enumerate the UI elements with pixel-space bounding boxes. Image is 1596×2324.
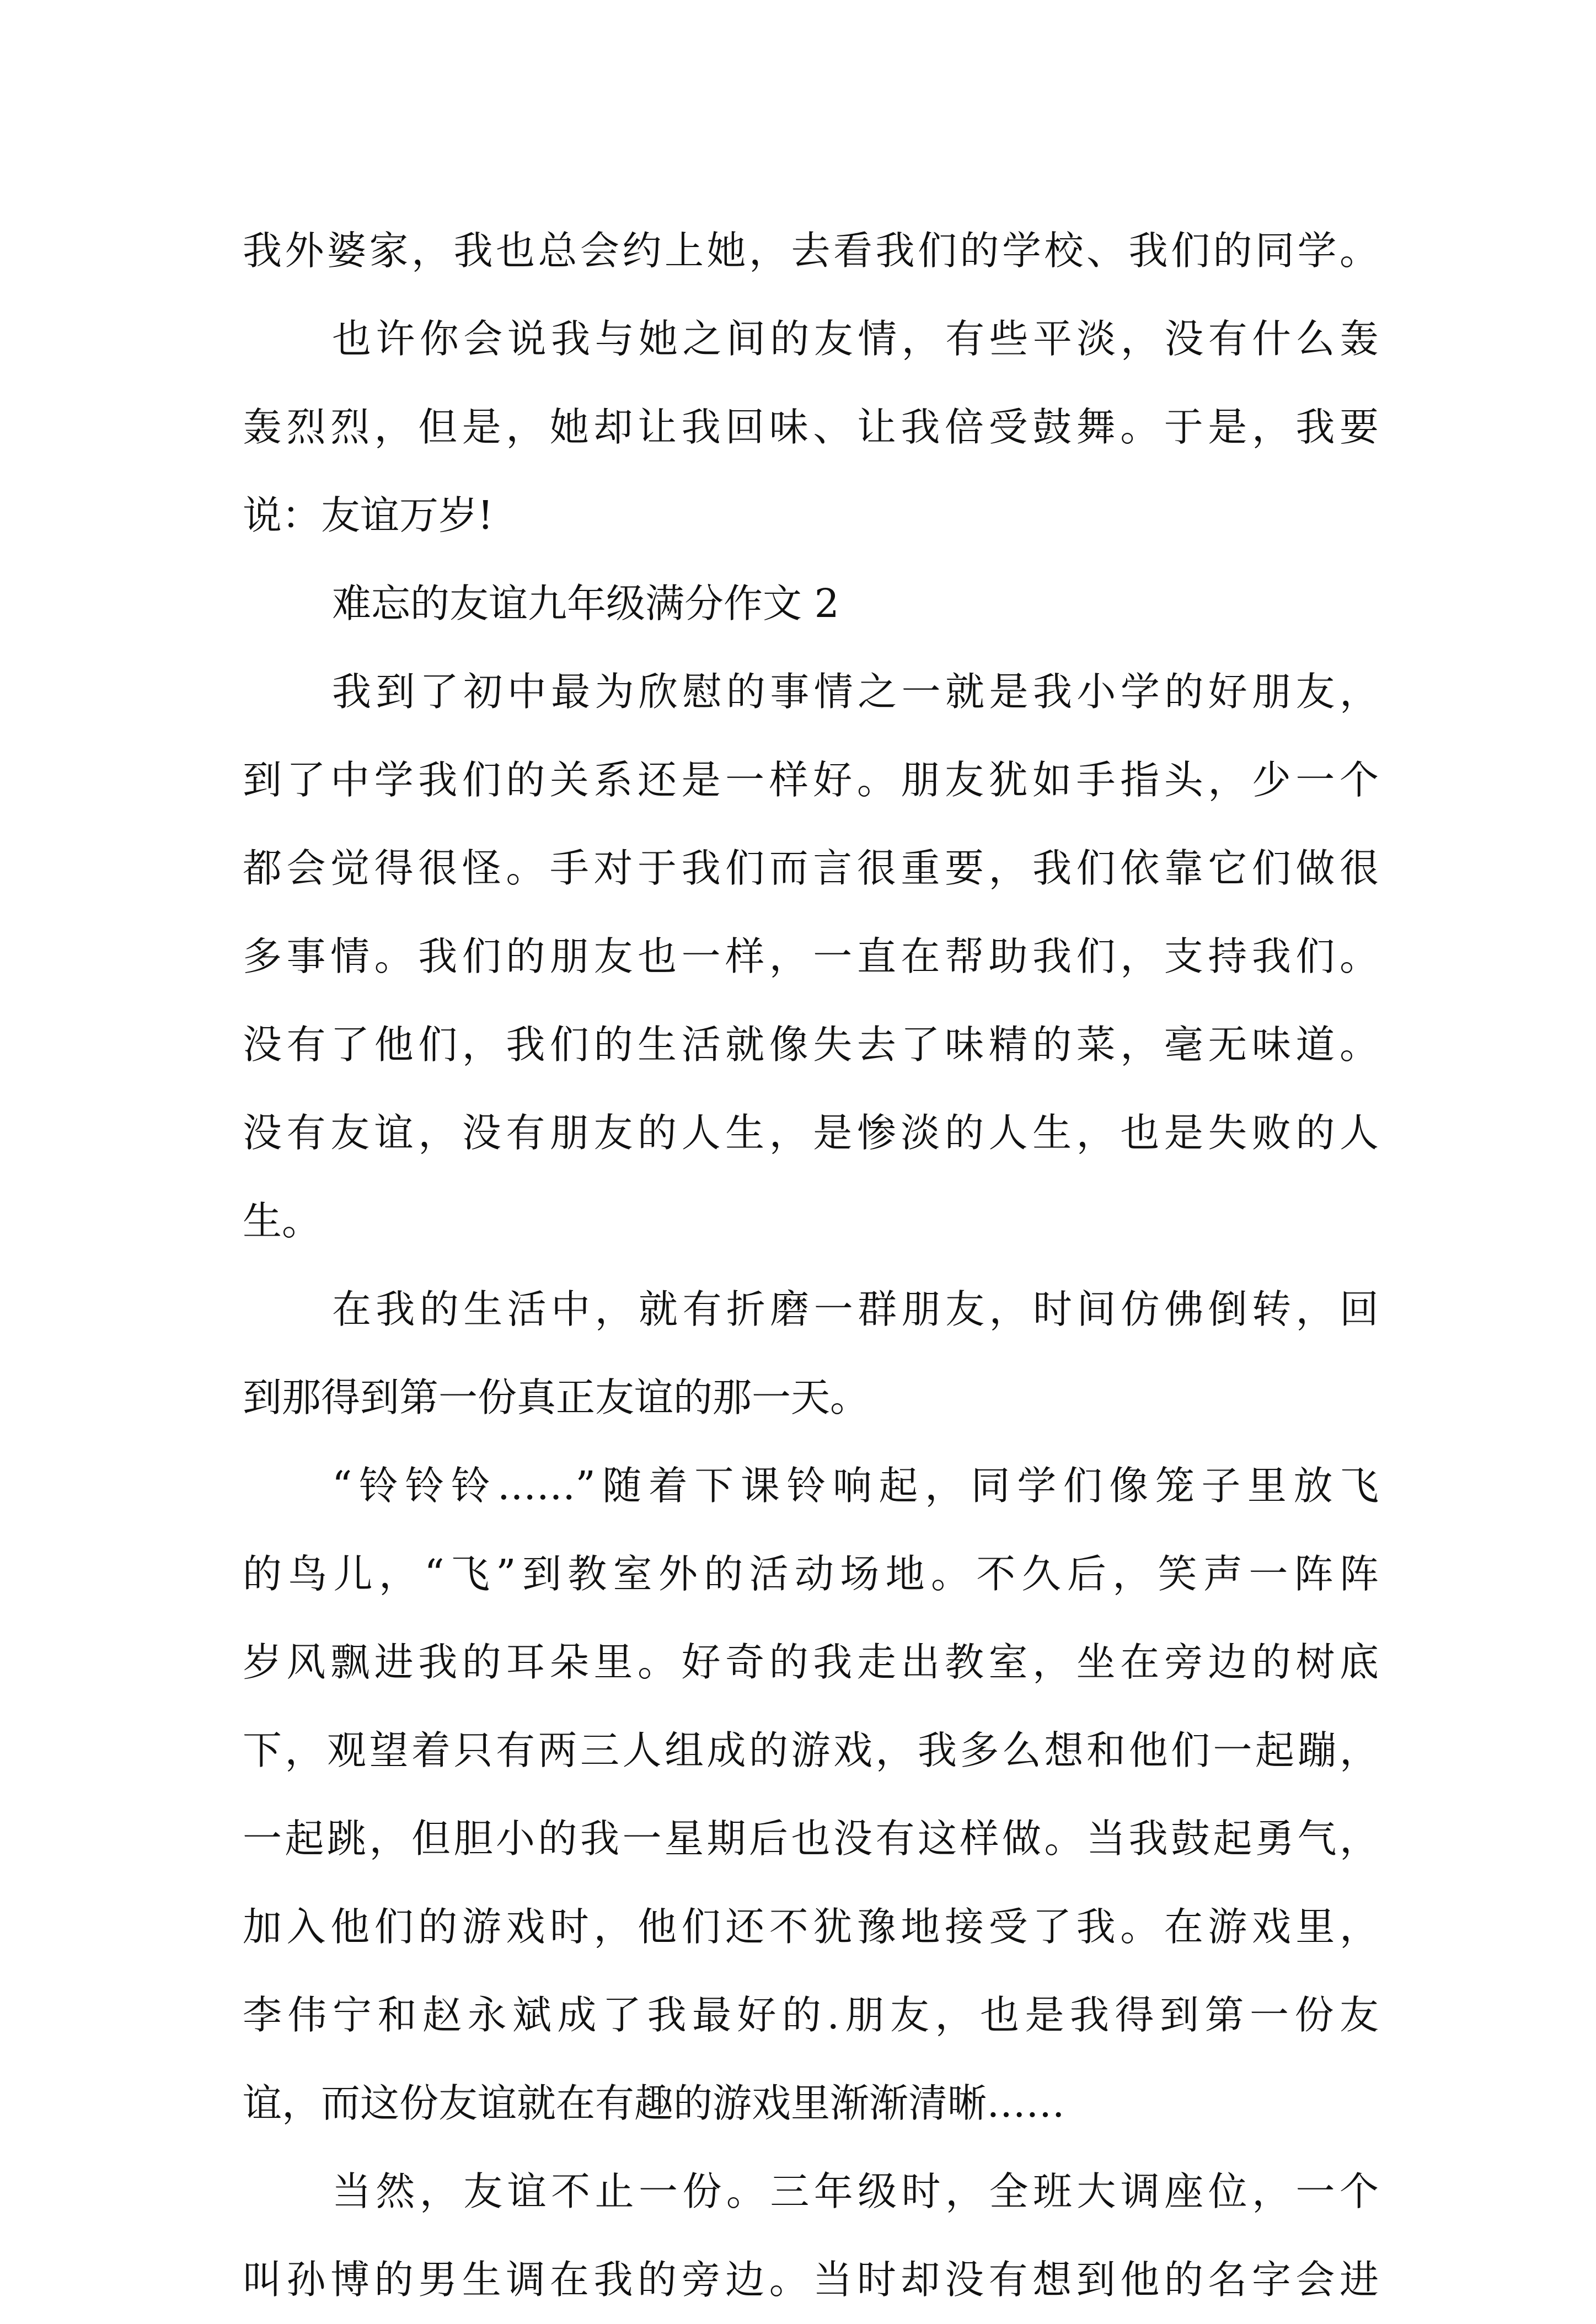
text-line: 没有友谊，没有朋友的人生，是惨淡的人生，也是失败的人 [243, 1110, 1379, 1156]
text-line: 的鸟儿，“飞”到教室外的活动场地。不久后，笑声一阵阵 [243, 1551, 1379, 1597]
text-line: 到了中学我们的关系还是一样好。朋友犹如手指头，少一个 [243, 757, 1379, 803]
paragraph-start-line: 当然，友谊不止一份。三年级时，全班大调座位，一个 [332, 2169, 1379, 2214]
text-line: 叫孙博的男生调在我的旁边。当时却没有想到他的名字会进 [243, 2257, 1379, 2302]
text-line: 轰烈烈，但是，她却让我回味、让我倍受鼓舞。于是，我要 [243, 404, 1379, 450]
paragraph-end-line: 生。 [243, 1198, 322, 1244]
text-line: 我外婆家，我也总会约上她，去看我们的学校、我们的同学。 [243, 228, 1379, 273]
text-line: 李伟宁和赵永斌成了我最好的.朋友，也是我得到第一份友 [243, 1992, 1379, 2038]
paragraph-end-line: 说：友谊万岁! [243, 492, 494, 538]
paragraph-start-line: 我到了初中最为欣慰的事情之一就是我小学的好朋友， [332, 669, 1379, 715]
paragraph-start-line: 在我的生活中，就有折磨一群朋友，时间仿佛倒转，回 [332, 1286, 1379, 1332]
essay-title: 难忘的友谊九年级满分作文 2 [332, 581, 839, 626]
paragraph-start-line: “铃铃铃……”随着下课铃响起，同学们像笼子里放飞 [332, 1463, 1379, 1509]
paragraph-start-line: 也许你会说我与她之间的友情，有些平淡，没有什么轰 [332, 316, 1379, 362]
text-line: 没有了他们，我们的生活就像失去了味精的菜，毫无味道。 [243, 1022, 1379, 1067]
text-line: 下，观望着只有两三人组成的游戏，我多么想和他们一起蹦， [243, 1727, 1379, 1773]
text-line: 岁风飘进我的耳朵里。好奇的我走出教室，坐在旁边的树底 [243, 1639, 1379, 1685]
text-line: 一起跳，但胆小的我一星期后也没有这样做。当我鼓起勇气， [243, 1816, 1379, 1861]
paragraph-end-line: 到那得到第一份真正友谊的那一天。 [243, 1375, 870, 1420]
paragraph-end-line: 谊，而这份友谊就在有趣的游戏里渐渐清晰…… [243, 2080, 1065, 2126]
essay-body [243, 207, 1379, 2324]
text-line: 加入他们的游戏时，他们还不犹豫地接受了我。在游戏里， [243, 1904, 1379, 1950]
text-line: 都会觉得很怪。手对于我们而言很重要，我们依靠它们做很 [243, 845, 1379, 891]
text-line: 多事情。我们的朋友也一样，一直在帮助我们，支持我们。 [243, 933, 1379, 979]
